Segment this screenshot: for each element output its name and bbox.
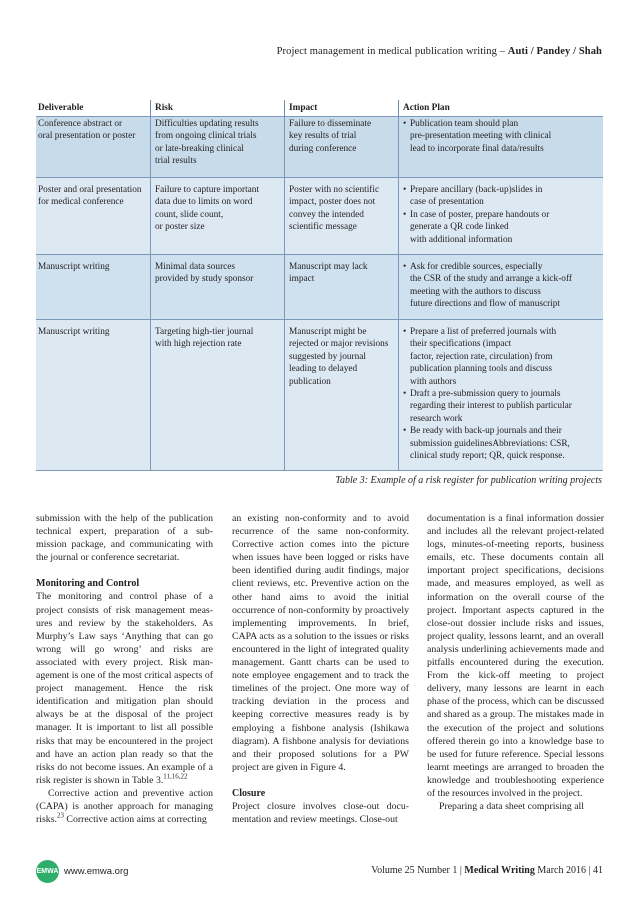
running-head-authors: Auti / Pandey / Shah	[507, 46, 602, 57]
journal-name: Medical Writing	[464, 865, 535, 876]
running-head-title: Project management in medical publication writing –	[276, 46, 508, 57]
volume-number: Volume 25 Number 1	[371, 865, 458, 876]
issue-date: March 2016	[537, 865, 586, 876]
column-3	[427, 512, 604, 813]
paragraph: submission with the help of the publication technical expert, preparation of a sub-mission package, and communicating with the journal or conference secretariat.	[36, 513, 213, 564]
heading-monitoring-and-control: Monitoring and Control	[36, 578, 140, 590]
header-risk: Risk	[150, 100, 284, 116]
table-row	[36, 177, 603, 254]
cell-action-plan	[398, 320, 603, 470]
header-action-plan: Action Plan	[398, 100, 603, 116]
table-header-row	[36, 100, 603, 116]
cell-action-plan	[398, 117, 603, 177]
citation: 23	[56, 811, 64, 820]
paragraph: an existing non-conformity and to avoid recurrence of the same non-conformity. Corrective action comes into the picture when issues have been logged or risks have been identified during audit findings, major client reviews, etc. Preventive action on the other hand aims to avoid the initial occurrence of non-conformity by proactively implementing improvements. In brief, CAPA acts as a solution to the issues or risks encountered in the light of integrated quality management. Gantt charts can be used to note employee engagement and to track the timelines of the project. One more way of tracking deviation in the process and keeping corrective measures ready is by employing a fishbone analysis (Ishikawa diagram). A fishbone analysis for deviations and their proposed solutions for a PW project are given in Figure 4.	[232, 513, 409, 773]
cell-deliverable: Manuscript writing	[38, 327, 110, 337]
cell-impact: Manuscript may lack impact	[284, 255, 398, 319]
action-item: • Prepare ancillary (back-up)slides in case of presentation	[403, 184, 601, 209]
cell-action-plan	[398, 178, 603, 254]
cell-risk: Difficulties updating results from ongoing clinical trials or late-breaking clinical trial results	[150, 117, 284, 177]
cell-deliverable: Manuscript writing	[38, 262, 110, 272]
column-2	[232, 512, 409, 826]
action-item: • Be ready with back-up journals and their submission guidelinesAbbreviations: CSR, clinical study report; QR, quick response.	[403, 425, 601, 462]
cell-impact: Poster with no scientific impact, poster does not convey the intended scientific message	[284, 178, 398, 254]
table-row	[36, 116, 603, 177]
heading-closure: Closure	[232, 787, 266, 799]
action-item: • Draft a pre-submission query to journals regarding their interest to publish particular research work	[403, 388, 601, 425]
action-item: • Prepare a list of preferred journals with their specifications (impact factor, rejection rate, circulation) from publication planning tools and discuss with authors	[403, 326, 601, 388]
paragraph: Project closure involves close-out docu-mentation and review meetings. Close-out	[232, 800, 409, 826]
issue-info: Volume 25 Number 1 | Medical Writing March 2016 | 41	[371, 865, 603, 876]
body-text	[36, 512, 603, 842]
column-1	[36, 512, 213, 826]
header-impact: Impact	[284, 100, 398, 116]
running-head	[277, 46, 602, 57]
action-item: • Ask for credible sources, especially the CSR of the study and arrange a kick-off meeting with the authors to discuss future directions and flow of manuscript	[403, 261, 601, 311]
paragraph: The monitoring and control phase of a project consists of risk management meas-ures and review by the stakeholders. As Murphy’s Law says ‘Anything that can go wrong will go wrong’ and risks are associated with every project. Risk man-agement is one of the most critical aspects of project management. Hence the risk identification and mitigation plan should always be at the disposal of the project manager. It is important to list all possible risks that may be encountered in the project and have an action plan ready so that the risks do not become issues. An example of a risk register is shown in Table 3.$^{11,16,22}$	[36, 591, 213, 786]
risk-register-table	[36, 100, 603, 471]
website-url: www.emwa.org	[64, 866, 129, 877]
page-number: 41	[593, 865, 603, 876]
paragraph: Preparing a data sheet comprising all	[439, 801, 585, 813]
paragraph: Corrective action and preventive action (CAPA) is another approach for managing risks.$^{23}$ Corrective action aims at correcting	[36, 787, 213, 826]
header-deliverable: Deliverable	[38, 103, 84, 113]
action-item: • In case of poster, prepare handouts or generate a QR code linked with additional information	[403, 209, 601, 246]
cell-action-plan	[398, 255, 603, 319]
table-caption: Table 3: Example of a risk register for publication writing projects	[335, 475, 602, 486]
cell-risk: Minimal data sources provided by study sponsor	[150, 255, 284, 319]
cell-risk: Failure to capture important data due to limits on word count, slide count, or poster size	[150, 178, 284, 254]
cell-deliverable: Conference abstract or oral presentation or poster	[38, 119, 136, 142]
action-item: • Publication team should plan pre-presentation meeting with clinical lead to incorporate final data/results	[403, 118, 601, 155]
emwa-logo: EMWA	[36, 860, 59, 883]
citation: 11,16,22	[163, 772, 188, 781]
paragraph: documentation is a final information dossier and includes all the relevant project-related logs, minutes-of-meeting reports, business emails, etc. These documents contain all important project specifications, decisions made, and measures employed, as well as information on the overall course of the project. Important aspects captured in the close-out dossier include risks and issues, project quality, lessons learnt, and an overall analysis underlining achievements made and pitfalls encountered during the execution. From the kick-off meeting to project delivery, many lessons are learnt in each phase of the process, which can be discussed and shared as a group. The mistakes made in the execution of the project and solutions offered therein go into a knowledge base to be used for future reference. Special lessons learnt meetings are arranged to broaden the knowledge and troubleshooting experience of the resources involved in the project.	[427, 513, 604, 799]
page-footer	[36, 860, 603, 886]
table-row	[36, 319, 603, 470]
cell-impact: Manuscript might be rejected or major revisions suggested by journal leading to delayed publication	[284, 320, 398, 470]
table-row	[36, 254, 603, 319]
table-bottom-rule	[36, 470, 603, 471]
cell-impact: Failure to disseminate key results of trial during conference	[284, 117, 398, 177]
cell-risk: Targeting high-tier journal with high rejection rate	[150, 320, 284, 470]
cell-deliverable: Poster and oral presentation for medical conference	[38, 185, 142, 208]
